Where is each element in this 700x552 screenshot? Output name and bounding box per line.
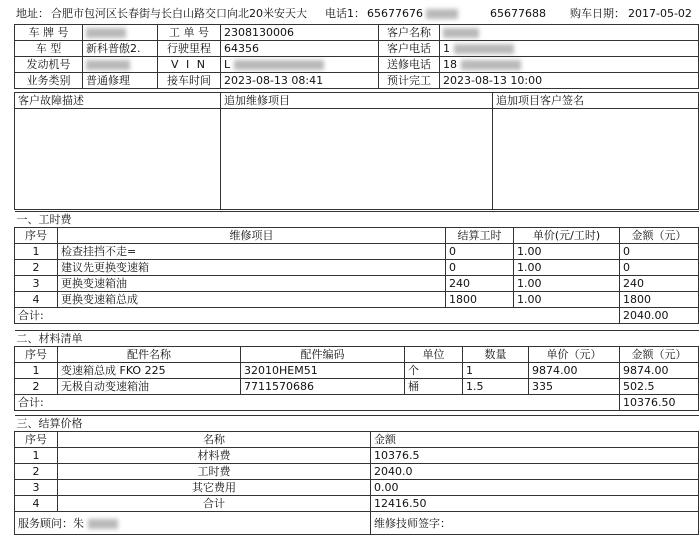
settlement-header-no: 序号 (15, 432, 58, 448)
labor-hours: 1800 (446, 292, 514, 308)
phone1-label: 电话1： (325, 7, 365, 20)
settlement-name: 工时费 (58, 464, 371, 480)
model-label: 车 型 (15, 41, 83, 57)
materials-total: 10376.50 (620, 395, 699, 411)
materials-header-unit: 单位 (405, 347, 463, 363)
receive-time-value: 2023-08-13 08:41 (221, 73, 379, 89)
advisor-cell (15, 512, 371, 535)
service-type-value: 普通修理 (83, 73, 158, 89)
labor-header-no: 序号 (15, 228, 58, 244)
labor-amount: 1800 (620, 292, 699, 308)
plate-value (83, 25, 158, 41)
settlement-no: 1 (15, 448, 58, 464)
table-row (15, 379, 699, 395)
settlement-no: 3 (15, 480, 58, 496)
vin-value (221, 57, 379, 73)
advisor-prefix: 朱 (73, 516, 84, 530)
materials-header-price: 单价（元） (529, 347, 620, 363)
settlement-section-title: 三、结算价格 (15, 416, 699, 432)
settlement-header-name: 名称 (58, 432, 371, 448)
materials-header-code: 配件编码 (241, 347, 405, 363)
labor-no: 4 (15, 292, 58, 308)
signature-box (493, 109, 699, 210)
table-row (15, 363, 699, 379)
settlement-name: 材料费 (58, 448, 371, 464)
table-row (15, 464, 699, 480)
material-amount: 9874.00 (620, 363, 699, 379)
labor-amount: 0 (620, 260, 699, 276)
mileage-label: 行驶里程 (158, 41, 221, 57)
material-no: 1 (15, 363, 58, 379)
settlement-amount: 0.00 (371, 480, 699, 496)
customer-phone-label: 客户电话 (379, 41, 440, 57)
technician-label: 维修技师签字： (374, 516, 451, 530)
labor-item: 检查挂挡不走= (58, 244, 446, 260)
material-code: 32010HEM51 (241, 363, 405, 379)
labor-price: 1.00 (514, 292, 620, 308)
service-type-label: 业务类别 (15, 73, 83, 89)
labor-section-title: 一、工时费 (15, 212, 699, 228)
purchase-date-label: 购车日期： (570, 7, 625, 20)
model-value: 新科普傲2. (83, 41, 158, 57)
sender-phone-prefix: 18 (443, 58, 457, 71)
expected-finish-label: 预计完工 (379, 73, 440, 89)
materials-header-amount: 金额（元） (620, 347, 699, 363)
labor-price: 1.00 (514, 244, 620, 260)
plate-label: 车 牌 号 (15, 25, 83, 41)
labor-table (14, 211, 699, 324)
labor-no: 3 (15, 276, 58, 292)
purchase-date: 2017-05-02 (628, 7, 692, 20)
signature-label: 追加项目客户签名 (493, 93, 699, 109)
settlement-header-amount: 金额 (371, 432, 699, 448)
vin-prefix: L (224, 58, 231, 71)
customer-phone-prefix: 1 (443, 42, 450, 55)
settlement-amount: 10376.5 (371, 448, 699, 464)
expected-finish-value: 2023-08-13 10:00 (440, 73, 699, 89)
table-row (15, 496, 699, 512)
fault-description-box (15, 109, 221, 210)
material-price: 335 (529, 379, 620, 395)
engine-label: 发动机号 (15, 57, 83, 73)
labor-amount: 240 (620, 276, 699, 292)
labor-header-amount: 金额（元） (620, 228, 699, 244)
labor-price: 1.00 (514, 260, 620, 276)
labor-header-hours: 结算工时 (446, 228, 514, 244)
work-order-value: 2308130006 (221, 25, 379, 41)
material-unit: 个 (405, 363, 463, 379)
customer-name-label: 客户名称 (379, 25, 440, 41)
table-row (15, 260, 699, 276)
vehicle-info-table (14, 24, 699, 89)
materials-section-title: 二、材料清单 (15, 331, 699, 347)
technician-cell (371, 512, 699, 535)
labor-no: 1 (15, 244, 58, 260)
fault-description-label: 客户故障描述 (15, 93, 221, 109)
materials-header-no: 序号 (15, 347, 58, 363)
description-table (14, 92, 699, 210)
settlement-amount: 12416.50 (371, 496, 699, 512)
labor-item: 建议先更换变速箱 (58, 260, 446, 276)
added-items-label: 追加维修项目 (221, 93, 493, 109)
customer-name-value (440, 25, 699, 41)
receive-time-label: 接车时间 (158, 73, 221, 89)
advisor-label: 服务顾问： (18, 516, 73, 530)
address-label: 地址： (16, 7, 49, 20)
table-row (15, 480, 699, 496)
address: 合肥市包河区长春街与长白山路交口向北20米安天大 (51, 7, 307, 20)
materials-table (14, 330, 699, 411)
material-qty: 1 (463, 363, 529, 379)
settlement-amount: 2040.0 (371, 464, 699, 480)
labor-no: 2 (15, 260, 58, 276)
header-line (0, 8, 700, 22)
material-price: 9874.00 (529, 363, 620, 379)
material-unit: 桶 (405, 379, 463, 395)
material-amount: 502.5 (620, 379, 699, 395)
settlement-no: 2 (15, 464, 58, 480)
labor-header-price: 单价(元/工时) (514, 228, 620, 244)
material-no: 2 (15, 379, 58, 395)
labor-hours: 240 (446, 276, 514, 292)
table-row (15, 276, 699, 292)
settlement-no: 4 (15, 496, 58, 512)
table-row (15, 244, 699, 260)
materials-total-label: 合计: (15, 395, 620, 411)
table-row (15, 448, 699, 464)
phone1: 65677676 (367, 7, 423, 20)
materials-header-name: 配件名称 (58, 347, 241, 363)
added-items-box (221, 109, 493, 210)
settlement-table (14, 415, 699, 535)
work-order-label: 工 单 号 (158, 25, 221, 41)
engine-value (83, 57, 158, 73)
labor-price: 1.00 (514, 276, 620, 292)
labor-total-label: 合计: (15, 308, 620, 324)
labor-hours: 0 (446, 260, 514, 276)
customer-phone-value (440, 41, 699, 57)
mileage-value: 64356 (221, 41, 379, 57)
material-name: 无极自动变速箱油 (58, 379, 241, 395)
vin-label: V I N (158, 57, 221, 73)
settlement-name: 其它费用 (58, 480, 371, 496)
labor-hours: 0 (446, 244, 514, 260)
settlement-name: 合计 (58, 496, 371, 512)
phone2-redacted (426, 8, 458, 19)
labor-item: 更换变速箱油 (58, 276, 446, 292)
table-row (15, 292, 699, 308)
sender-phone-label: 送修电话 (379, 57, 440, 73)
labor-header-item: 维修项目 (58, 228, 446, 244)
labor-total: 2040.00 (620, 308, 699, 324)
material-name: 变速箱总成 FKO 225 (58, 363, 241, 379)
labor-item: 更换变速箱总成 (58, 292, 446, 308)
material-qty: 1.5 (463, 379, 529, 395)
materials-header-qty: 数量 (463, 347, 529, 363)
phone2: 65677688 (490, 7, 546, 20)
labor-amount: 0 (620, 244, 699, 260)
sender-phone-value (440, 57, 699, 73)
material-code: 7711570686 (241, 379, 405, 395)
